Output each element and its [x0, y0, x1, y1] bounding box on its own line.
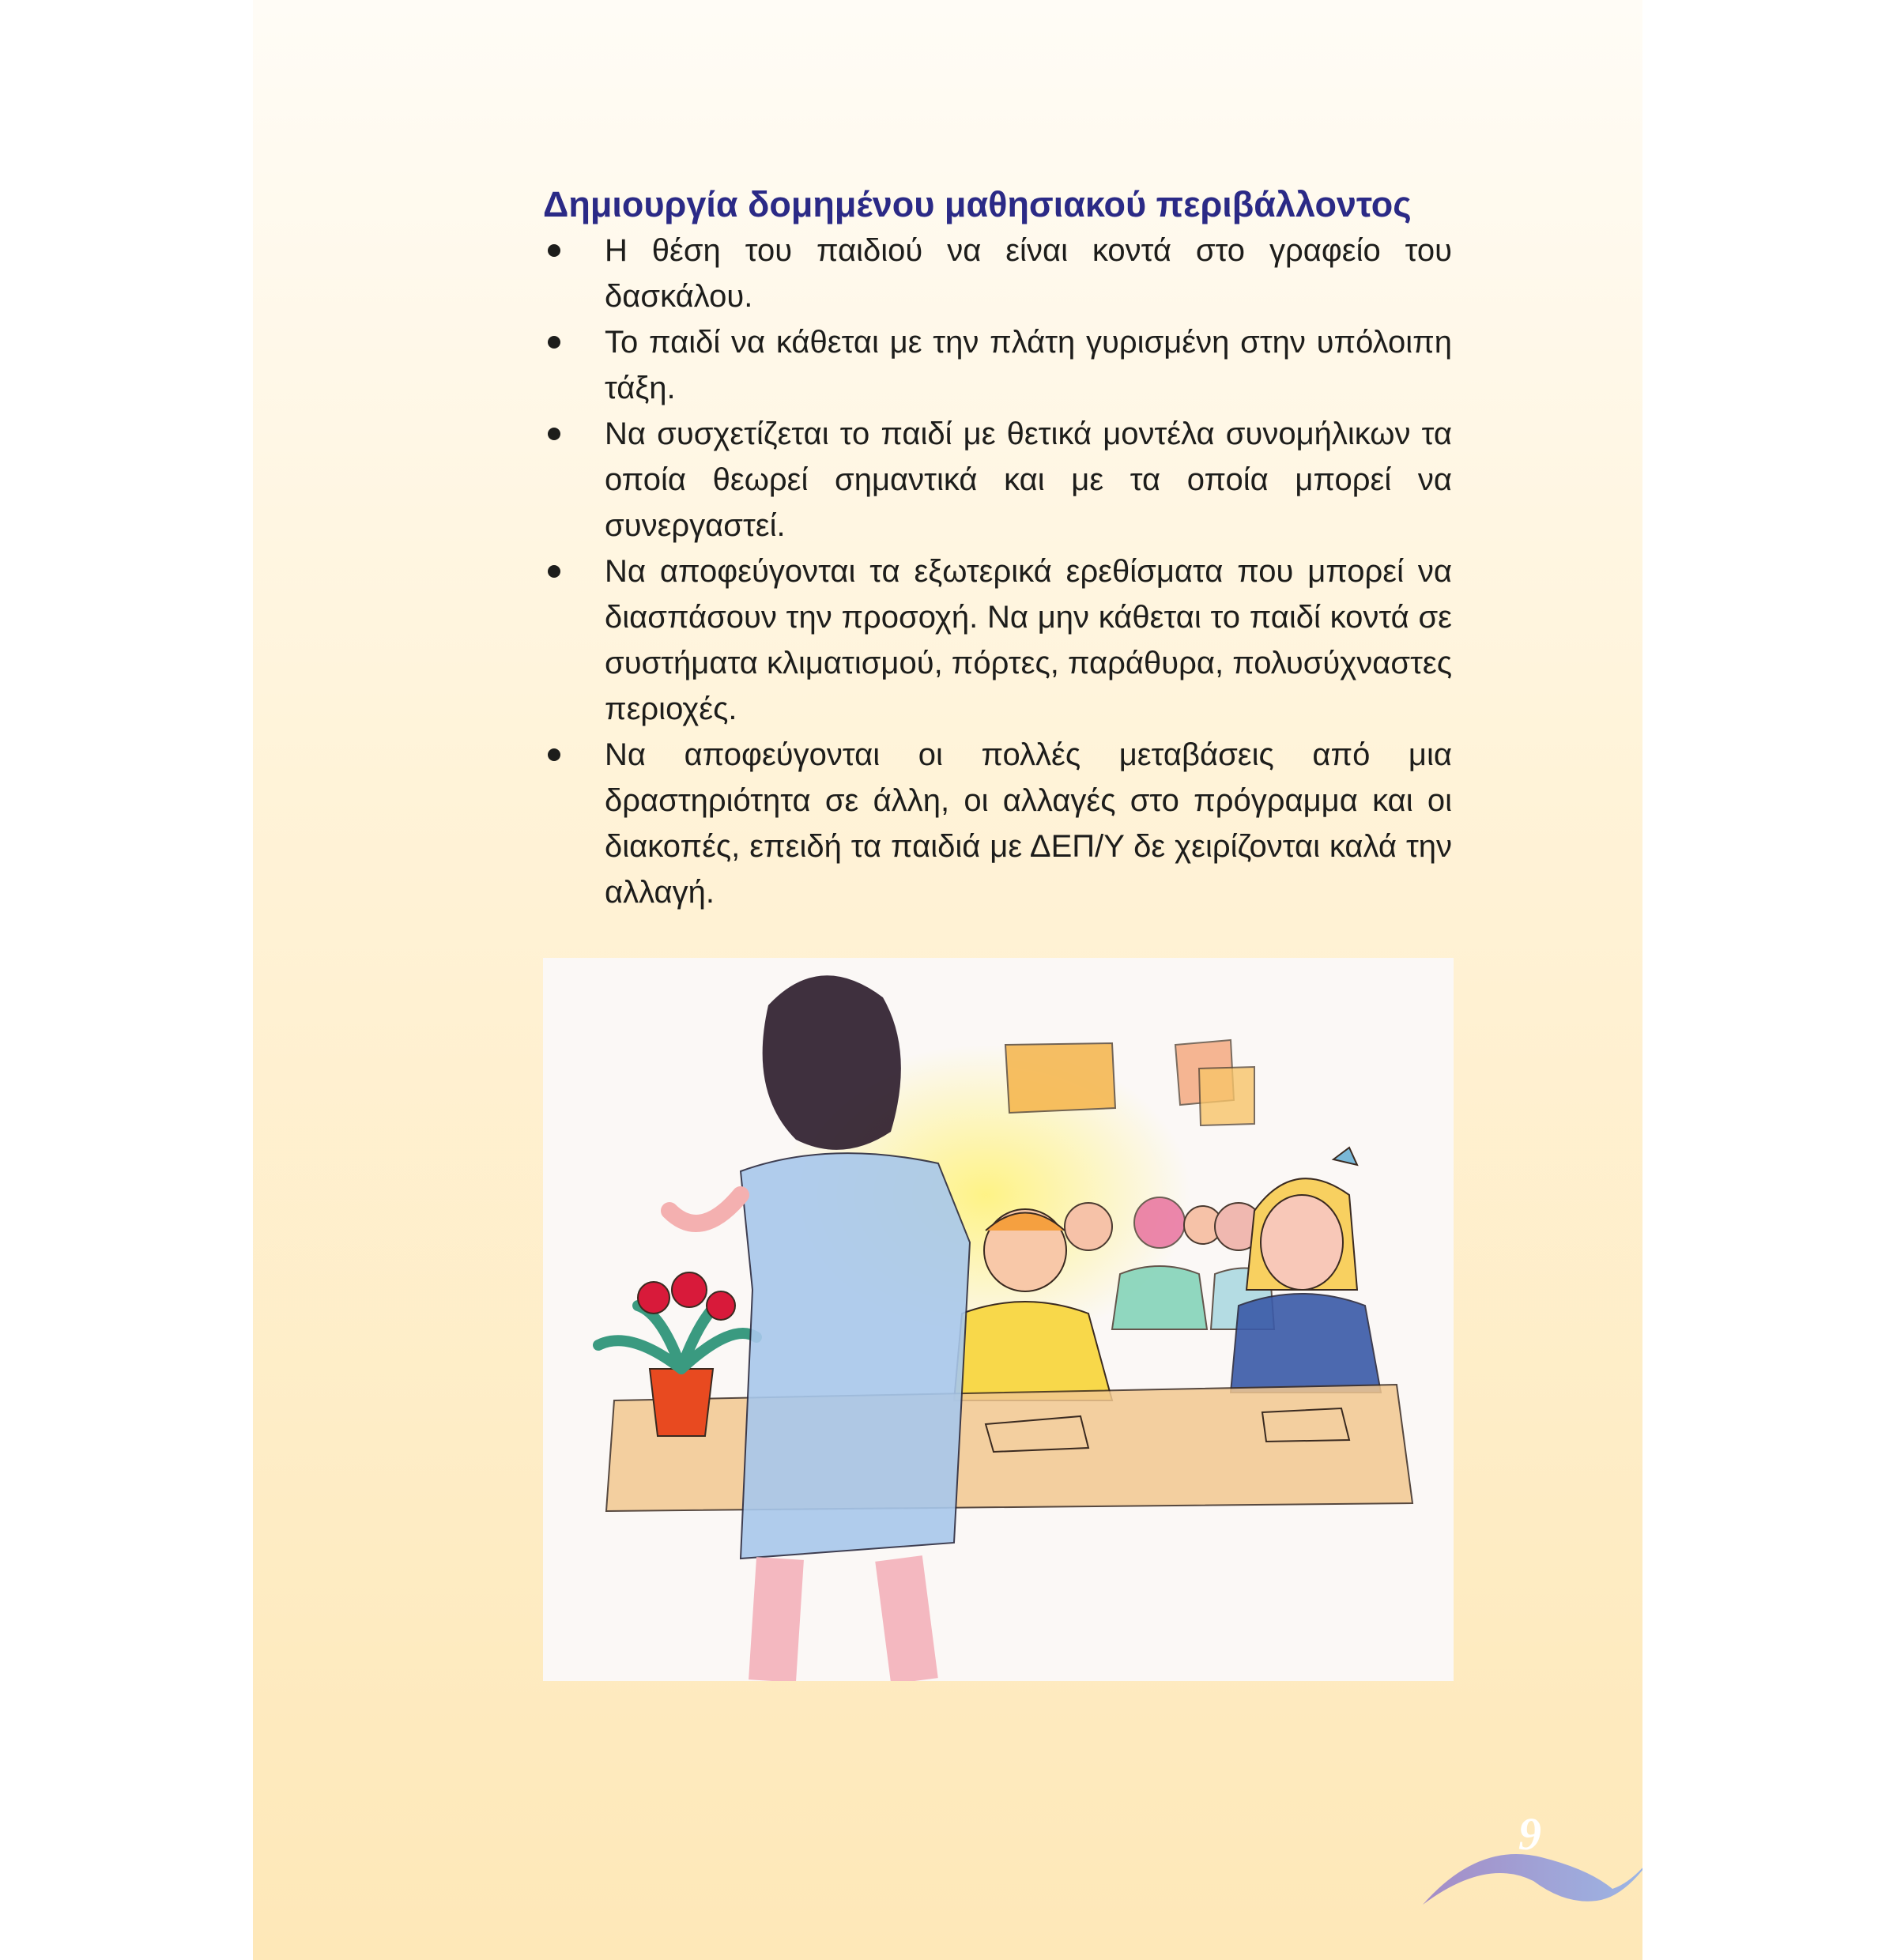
page-number-ornament: [1423, 1810, 1642, 1913]
page-number: 9: [1518, 1808, 1541, 1860]
teacher-dress: [741, 1153, 970, 1559]
teacher-hair: [763, 975, 901, 1150]
child-body: [1112, 1266, 1207, 1329]
bullet-item: [543, 548, 1452, 732]
document-page: [253, 0, 1642, 1960]
bullet-text: Το παιδί να κάθεται με την πλάτη γυρισμένη στην υπόλοιπη τάξη.: [605, 325, 1452, 405]
flower: [707, 1291, 735, 1320]
bullet-text: Να αποφεύγονται οι πολλές μεταβάσεις από μια δραστηριότητα σε άλλη, οι αλλαγές στο πρόγραμμα και οι διακοπές, επειδή τα παιδιά με ΔΕΠ/Υ δε χειρίζονται καλά την αλλαγή.: [605, 737, 1452, 910]
bullet-text: Η θέση του παιδιού να είναι κοντά στο γραφείο του δασκάλου.: [605, 233, 1452, 314]
flower: [638, 1282, 669, 1314]
boy-shirt: [954, 1302, 1112, 1400]
classroom-illustration-drawing: [543, 958, 1454, 1681]
classroom-illustration: [543, 958, 1454, 1681]
page-content: [543, 182, 1452, 915]
bullet-list: [543, 228, 1452, 915]
bullet-icon: [548, 336, 560, 349]
girl-head: [1261, 1195, 1343, 1290]
bullet-icon: [548, 565, 560, 578]
bullet-item: [543, 411, 1452, 548]
bullet-item: [543, 319, 1452, 411]
wall-picture: [1005, 1043, 1115, 1113]
flower-pot: [650, 1369, 713, 1436]
bullet-icon: [548, 244, 560, 257]
child-head: [1065, 1203, 1112, 1250]
flower: [672, 1272, 707, 1307]
bullet-item: [543, 732, 1452, 915]
child-head: [1134, 1197, 1185, 1248]
bullet-text: Να συσχετίζεται το παιδί με θετικά μοντέλα συνομήλικων τα οποία θεωρεί σημαντικά και με τα οποία μπορεί να συνεργαστεί.: [605, 416, 1452, 543]
section-heading: Δημιουργία δομημένου μαθησιακού περιβάλλοντος: [543, 184, 1412, 224]
desks: [606, 1385, 1412, 1511]
wall-picture: [1199, 1067, 1254, 1125]
bullet-icon: [548, 428, 560, 440]
bullet-text: Να αποφεύγονται τα εξωτερικά ερεθίσματα που μπορεί να διασπάσουν την προσοχή. Να μην κάθεται το παιδί κοντά σε συστήματα κλιματισμού, πόρτες, παράθυρα, πολυσύχναστες περιοχές.: [605, 554, 1452, 726]
bullet-item: [543, 228, 1452, 319]
girl-dress: [1231, 1294, 1381, 1393]
bullet-icon: [548, 748, 560, 761]
